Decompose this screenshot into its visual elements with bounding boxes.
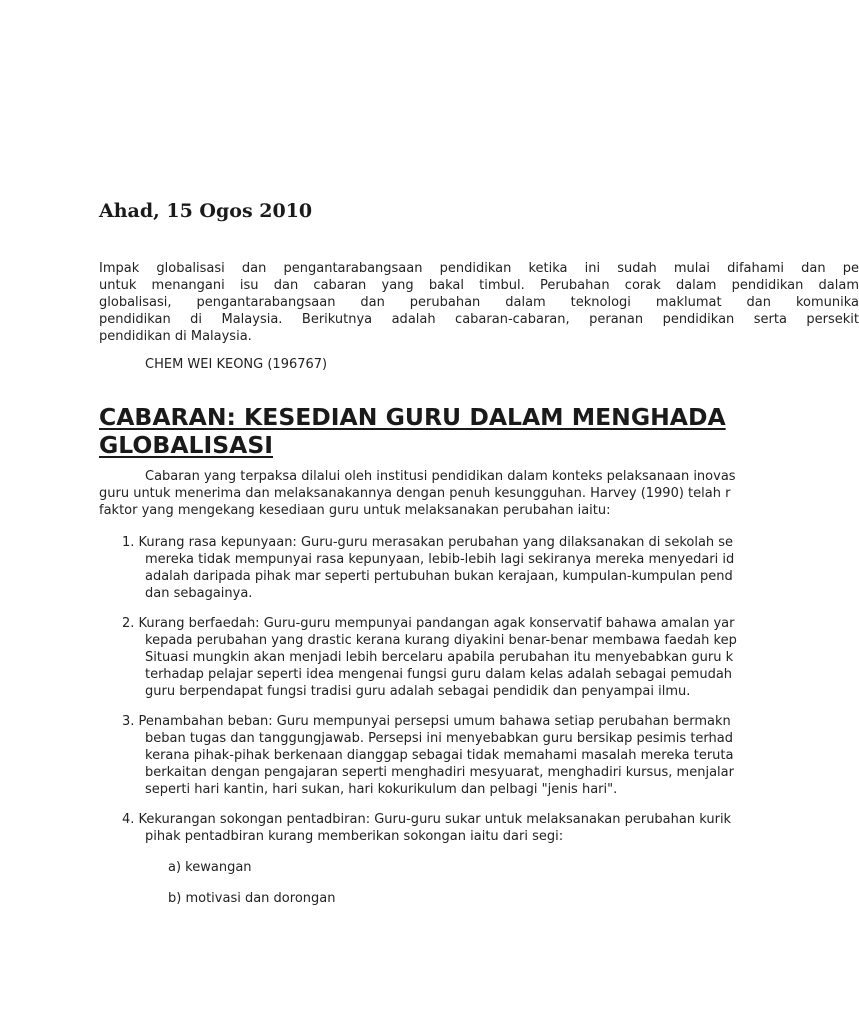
list-item-line: kepada perubahan yang drastic kerana kurang diyakini benar-benar membawa faedah kep xyxy=(145,633,737,648)
list-item-line: adalah daripada pihak mar seperti pertubuhan bukan kerajaan, kumpulan-kumpulan pend xyxy=(145,569,733,584)
list-item xyxy=(122,811,859,845)
numbered-list xyxy=(99,534,859,845)
body-line: Cabaran yang terpaksa dilalui oleh institusi pendidikan dalam konteks pelaksanaan inovas xyxy=(145,469,736,484)
intro-line: Impak globalisasi dan pengantarabangsaan pendidikan ketika ini sudah mulai difahami dan pe xyxy=(99,261,859,276)
list-item-line: 1. Kurang rasa kepunyaan: Guru-guru merasakan perubahan yang dilaksanakan di sekolah se xyxy=(122,535,734,550)
list-item-line: terhadap pelajar seperti idea mengenai fungsi guru dalam kelas adalah sebagai pemudah xyxy=(145,667,733,682)
author-name: CHEM WEI KEONG (196767) xyxy=(145,357,328,372)
intro-line: untuk menangani isu dan cabaran yang bakal timbul. Perubahan corak dalam pendidikan dalam xyxy=(99,278,859,293)
list-item-line: Situasi mungkin akan menjadi lebih bercelaru apabila perubahan itu menyebabkan guru k xyxy=(145,650,734,665)
list-item-line: 4. Kekurangan sokongan pentadbiran: Guru-guru sukar untuk melaksanakan perubahan kurik xyxy=(122,812,732,827)
list-item-line: 2. Kurang berfaedah: Guru-guru mempunyai pandangan agak konservatif bahawa amalan yar xyxy=(122,616,735,631)
list-item-line: dan sebagainya. xyxy=(145,586,253,601)
document-content xyxy=(99,196,859,907)
body-paragraph xyxy=(99,468,859,519)
list-item-line: beban tugas dan tanggungjawab. Persepsi ini menyebabkan guru bersikap pesimis terhad xyxy=(145,731,733,746)
sub-list-item: a) kewangan xyxy=(168,860,252,875)
heading-line: GLOBALISASI xyxy=(99,431,274,459)
heading-line: CABARAN: KESEDIAN GURU DALAM MENGHADA xyxy=(99,403,726,431)
list-item-line: kerana pihak-pihak berkenaan dianggap sebagai tidak memahami masalah mereka teruta xyxy=(145,748,734,763)
section-heading xyxy=(99,403,859,459)
list-item-line: mereka tidak mempunyai rasa kepunyaan, lebib-lebih lagi sekiranya mereka menyedari id xyxy=(145,552,735,567)
post-date: Ahad, 15 Ogos 2010 xyxy=(99,200,313,222)
body-line: faktor yang mengekang kesediaan guru untuk melaksanakan perubahan iaitu: xyxy=(99,503,611,518)
intro-line: pendidikan di Malaysia. xyxy=(99,329,252,344)
list-item xyxy=(122,615,859,700)
sub-list-item: b) motivasi dan dorongan xyxy=(168,891,336,906)
list-item-line: pihak pentadbiran kurang memberikan sokongan iaitu dari segi: xyxy=(145,829,564,844)
list-item-line: guru berpendapat fungsi tradisi guru adalah sebagai pendidik dan penyampai ilmu. xyxy=(145,684,691,699)
list-item xyxy=(122,534,859,602)
body-line: guru untuk menerima dan melaksanakannya dengan penuh kesungguhan. Harvey (1990) telah r xyxy=(99,486,731,501)
list-item xyxy=(122,713,859,798)
list-item-line: 3. Penambahan beban: Guru mempunyai persepsi umum bahawa setiap perubahan bermakn xyxy=(122,714,731,729)
intro-line: globalisasi, pengantarabangsaan dan perubahan dalam teknologi maklumat dan komunika xyxy=(99,295,859,310)
intro-paragraph xyxy=(99,260,859,345)
intro-line: pendidikan di Malaysia. Berikutnya adalah cabaran-cabaran, peranan pendidikan serta persekit xyxy=(99,312,859,327)
list-item-line: seperti hari kantin, hari sukan, hari kokurikulum dan pelbagi "jenis hari". xyxy=(145,782,618,797)
list-item-line: berkaitan dengan pengajaran seperti menghadiri mesyuarat, menghadiri kursus, menjalar xyxy=(145,765,734,780)
